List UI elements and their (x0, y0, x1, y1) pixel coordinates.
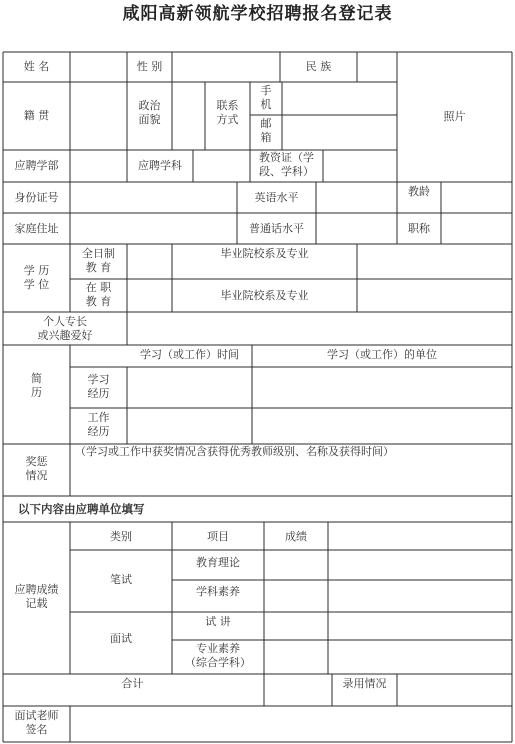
label-total: 合计 (121, 677, 144, 690)
label-unit: 学习（或工作）的单位 (327, 348, 437, 361)
label-phone: 手 机 (260, 84, 272, 111)
label-fulltime: 全日制 教 育 (82, 247, 115, 274)
label-email: 邮 箱 (260, 117, 272, 144)
label-work-exp: 工作 经历 (87, 411, 110, 438)
label-school-major-1: 毕业院校系及专业 (220, 247, 309, 260)
label-pro-literacy: 专业素养 （综合学科） (185, 642, 251, 669)
awards-hint: （学习或工作中获奖情况含获得优秀教师级别、名称及获得时间） (75, 445, 394, 458)
label-apply-dept: 应聘学部 (14, 159, 59, 172)
label-native-place: 籍 贯 (23, 109, 50, 122)
label-mandarin-level: 普通话水平 (249, 222, 304, 235)
label-job-title: 职称 (408, 222, 430, 235)
label-name: 姓 名 (23, 60, 50, 73)
label-inservice: 在 职 教 育 (85, 281, 112, 308)
label-ethnicity: 民 族 (305, 60, 332, 73)
label-study-exp: 学习 经历 (87, 373, 110, 400)
label-home-address: 家庭住址 (14, 222, 59, 235)
label-apply-subject: 应聘学科 (138, 159, 182, 172)
label-photo: 照片 (443, 110, 466, 123)
label-political-status: 政治 面貌 (138, 99, 161, 126)
label-teacher-cert: 教资证（学 段、学科） (259, 151, 314, 178)
label-trial-lecture: 试 讲 (205, 615, 231, 628)
label-specialty: 个人专长 或兴趣爱好 (37, 315, 93, 342)
label-interviewer-sign: 面试老师 签名 (14, 709, 59, 736)
label-gender: 性 别 (136, 60, 163, 73)
label-interview: 面试 (110, 632, 132, 645)
label-category: 类别 (110, 530, 132, 543)
label-school-major-2: 毕业院校系及专业 (220, 289, 309, 302)
label-resume: 简 历 (31, 372, 42, 399)
label-score-record: 应聘成绩 记载 (14, 583, 59, 610)
label-item: 项目 (207, 530, 229, 543)
label-period: 学习（或工作）时间 (140, 348, 239, 361)
label-teaching-years: 教龄 (408, 185, 430, 198)
label-id-number: 身份证号 (14, 191, 59, 204)
label-awards: 奖惩 情况 (25, 455, 48, 482)
label-score: 成绩 (285, 530, 307, 543)
label-education: 学 历 学 位 (23, 264, 50, 291)
section-header: 以下内容由应聘单位填写 (18, 502, 145, 516)
label-subject-literacy: 学科素养 (196, 585, 240, 598)
form-title: 咸阳高新领航学校招聘报名登记表 (122, 4, 393, 24)
label-hiring-status: 录用情况 (342, 677, 387, 690)
label-written: 笔试 (110, 573, 132, 586)
label-english-level: 英语水平 (254, 191, 299, 204)
label-contact: 联系 方式 (216, 99, 239, 126)
label-edu-theory: 教育理论 (196, 556, 240, 569)
